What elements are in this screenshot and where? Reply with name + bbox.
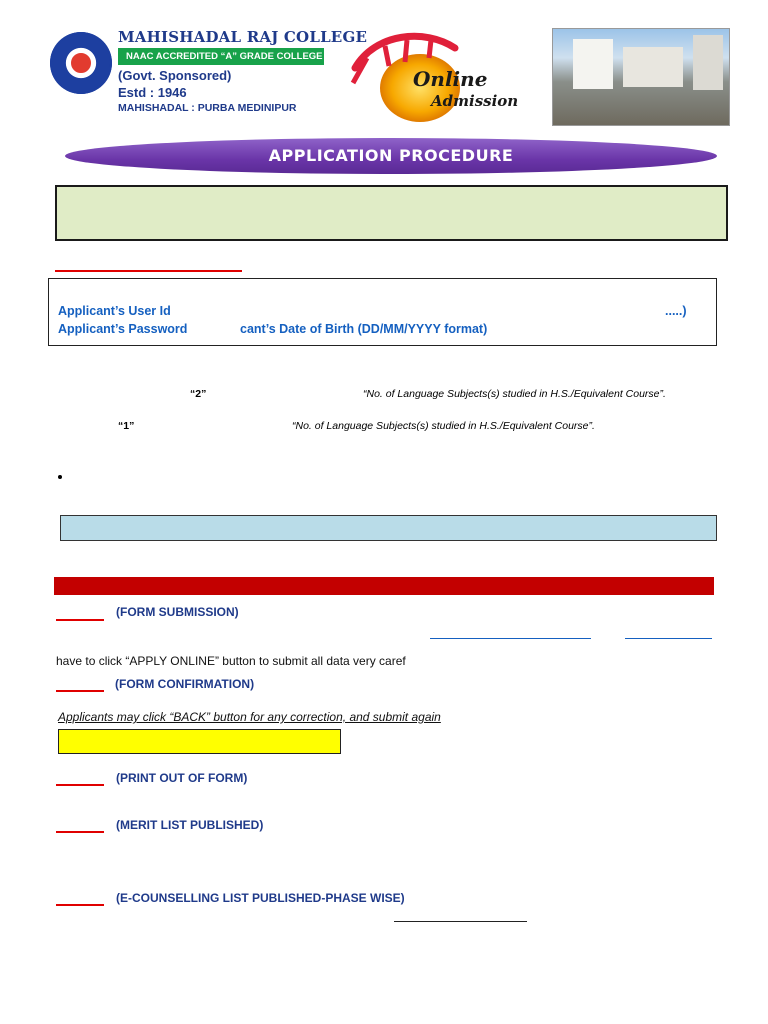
step-blank-line [56, 904, 104, 906]
password-value: cant’s Date of Birth (DD/MM/YYYY format) [240, 322, 488, 336]
language-note-2: “No. of Language Subjects(s) studied in H.S./Equivalent Course”. [292, 420, 595, 432]
step-blank-line [56, 831, 104, 833]
college-name: MAHISHADAL RAJ COLLEGE [118, 28, 368, 46]
link-underline [430, 638, 591, 639]
college-address: MAHISHADAL : PURBA MEDINIPUR [118, 102, 297, 114]
banner-title: APPLICATION PROCEDURE [268, 146, 514, 165]
highlight-box-blue [60, 515, 717, 541]
back-button-note: Applicants may click “BACK” button for any correction, and submit again [58, 710, 441, 724]
online-admission-logo [345, 28, 525, 128]
bullet-point [58, 475, 62, 479]
admission-word: Admission [431, 92, 519, 110]
step-e-counselling: (E-COUNSELLING LIST PUBLISHED-PHASE WISE) [116, 891, 405, 905]
user-id-tail: .....) [665, 304, 687, 318]
highlight-box-yellow [58, 729, 341, 754]
instruction-box [55, 185, 728, 241]
apply-online-instruction: have to click “APPLY ONLINE” button to submit all data very caref [56, 654, 406, 668]
language-note-1: “No. of Language Subjects(s) studied in H.S./Equivalent Course”. [363, 388, 666, 400]
link-underline [625, 638, 712, 639]
college-building-photo [552, 28, 730, 126]
section-underline [55, 270, 242, 272]
password-label: Applicant’s Password [58, 322, 188, 336]
step-blank-line [56, 784, 104, 786]
language-count-1: “1” [118, 420, 135, 432]
sponsorship-text: (Govt. Sponsored) [118, 68, 232, 83]
step-blank-line [56, 690, 104, 692]
language-count-2: “2” [190, 388, 207, 400]
step-print-out: (PRINT OUT OF FORM) [116, 771, 248, 785]
college-emblem-logo [50, 32, 112, 94]
step-form-submission: (FORM SUBMISSION) [116, 605, 239, 619]
naac-accreditation-badge: NAAC ACCREDITED “A” GRADE COLLEGE [118, 48, 324, 65]
established-text: Estd : 1946 [118, 85, 187, 100]
step-merit-list: (MERIT LIST PUBLISHED) [116, 818, 264, 832]
step-blank-line [56, 619, 104, 621]
user-id-label: Applicant’s User Id [58, 304, 171, 318]
red-divider-bar [54, 577, 714, 595]
signature-line [394, 921, 527, 922]
online-word: Online [413, 67, 488, 91]
step-form-confirmation: (FORM CONFIRMATION) [115, 677, 255, 691]
